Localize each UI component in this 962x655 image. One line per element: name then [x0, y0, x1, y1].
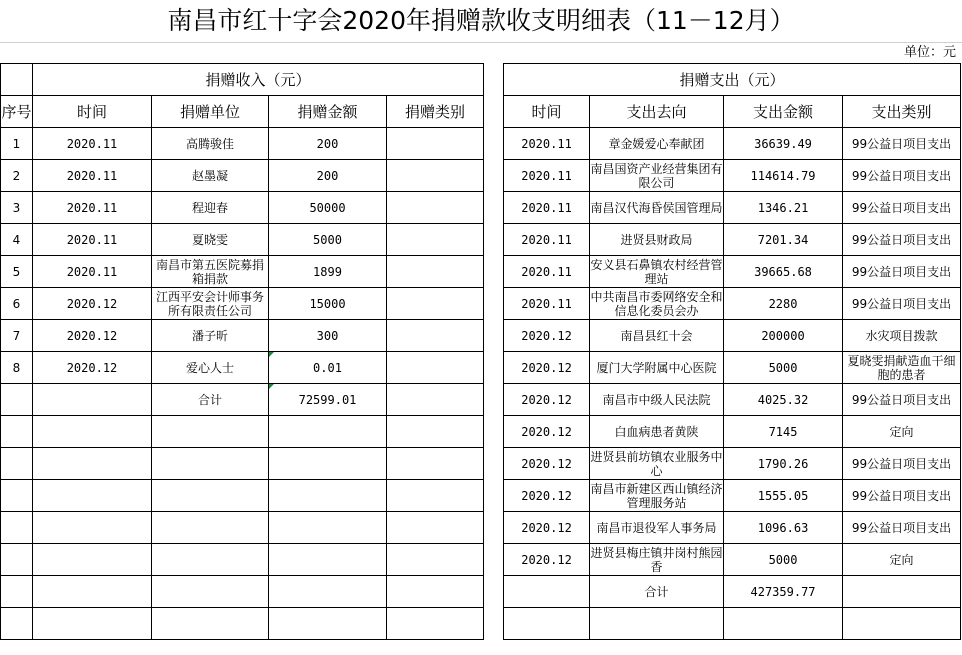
- expense-category-cell: 99公益日项目支出: [843, 288, 961, 320]
- income-total-label: 合计: [152, 384, 269, 416]
- expense-dest-cell: 南昌国资产业经营集团有限公司: [590, 161, 723, 190]
- seq-cell: [1, 448, 33, 480]
- gap-cell: [484, 576, 504, 608]
- gap-cell: [484, 96, 504, 128]
- expense-amount-cell: 4025.32: [724, 384, 843, 416]
- expense-dest-cell: 进贤县前坊镇农业服务中心: [590, 449, 723, 478]
- expense-category-cell: 99公益日项目支出: [843, 448, 961, 480]
- expense-amount-cell: 114614.79: [724, 160, 843, 192]
- expense-amount-cell: 5000: [724, 544, 843, 576]
- expense-dest-cell: 中共南昌市委网络安全和信息化委员会办: [590, 289, 723, 318]
- seq-cell: [1, 416, 33, 448]
- income-category-cell: [387, 448, 484, 480]
- expense-dest-cell: 厦门大学附属中心医院: [590, 352, 724, 384]
- income-category-cell: [387, 416, 484, 448]
- expense-category-cell: [843, 576, 961, 608]
- expense-dest-cell: 南昌县红十会: [590, 320, 724, 352]
- expense-time-cell: 2020.11: [504, 288, 590, 320]
- seq-cell: 3: [1, 192, 33, 224]
- expense-dest-cell: [590, 608, 724, 640]
- gap-cell: [484, 384, 504, 416]
- income-amount-cell: 0.01: [269, 352, 387, 384]
- income-donor-cell: [152, 480, 269, 512]
- income-amount-cell: [269, 544, 387, 576]
- income-donor-cell: [152, 448, 269, 480]
- income-category-cell: [387, 256, 484, 288]
- income-amount-cell: [269, 416, 387, 448]
- income-category-cell: [387, 544, 484, 576]
- income-donor-cell: 高腾骏佳: [152, 128, 269, 160]
- table-row: [1, 320, 961, 352]
- expense-category-cell: 99公益日项目支出: [843, 224, 961, 256]
- income-section-title: 捐赠收入（元）: [33, 64, 484, 96]
- column-header-row: [1, 96, 961, 128]
- table-row: [1, 288, 961, 320]
- expense-dest-cell: 南昌市新建区西山镇经济管理服务站: [590, 481, 723, 510]
- expense-amount-cell: 1790.26: [724, 448, 843, 480]
- income-amount-cell: 1899: [269, 256, 387, 288]
- income-donor-cell: 爱心人士: [152, 352, 269, 384]
- unit-label: 单位：元: [903, 45, 956, 60]
- expense-category-cell: 99公益日项目支出: [843, 384, 961, 416]
- seq-cell: [1, 512, 33, 544]
- page-title: 南昌市红十字会2020年捐赠款收支明细表（11－12月）: [167, 6, 795, 35]
- gap-cell: [484, 224, 504, 256]
- seq-cell: [1, 608, 33, 640]
- expense-time-cell: 2020.11: [504, 256, 590, 288]
- income-category-cell: [387, 320, 484, 352]
- gap-cell: [484, 608, 504, 640]
- income-time-cell: 2020.11: [33, 128, 152, 160]
- seq-cell: 7: [1, 320, 33, 352]
- income-category-cell: [387, 576, 484, 608]
- table-row: [1, 224, 961, 256]
- seq-cell: 2: [1, 160, 33, 192]
- expense-time-cell: 2020.11: [504, 160, 590, 192]
- expense-dest-cell: 南昌汉代海昏侯国管理局: [590, 192, 724, 224]
- seq-cell: 8: [1, 352, 33, 384]
- income-time-cell: [33, 608, 152, 640]
- expense-category-cell: 99公益日项目支出: [843, 160, 961, 192]
- expense-category-cell: 99公益日项目支出: [843, 512, 961, 544]
- section-header-row: [1, 64, 961, 96]
- table-row: [1, 128, 961, 160]
- expense-time-cell: 2020.12: [504, 448, 590, 480]
- income-time-cell: 2020.12: [33, 288, 152, 320]
- table-row: [1, 384, 961, 416]
- income-time-cell: 2020.11: [33, 192, 152, 224]
- income-time-cell: [33, 416, 152, 448]
- expense-header-amount: 支出金额: [724, 96, 843, 128]
- expense-amount-cell: 7201.34: [724, 224, 843, 256]
- title-divider: [0, 42, 962, 43]
- income-donor-cell: 潘子昕: [152, 320, 269, 352]
- expense-dest-cell: 进贤县梅庄镇井岗村熊园香: [590, 545, 723, 574]
- gap-cell: [484, 288, 504, 320]
- income-amount-cell: [269, 512, 387, 544]
- income-donor-cell: 程迎春: [152, 192, 269, 224]
- gap-cell: [484, 192, 504, 224]
- income-category-cell: [387, 352, 484, 384]
- expense-header-dest: 支出去向: [590, 96, 724, 128]
- expense-dest-cell: 白血病患者黄陕: [590, 416, 724, 448]
- income-category-cell: [387, 128, 484, 160]
- expense-amount-cell: 7145: [724, 416, 843, 448]
- seq-cell: 4: [1, 224, 33, 256]
- income-donor-cell: [152, 608, 269, 640]
- ledger-table: [0, 63, 961, 640]
- gap-cell: [484, 320, 504, 352]
- income-category-cell: [387, 288, 484, 320]
- expense-amount-cell: 5000: [724, 352, 843, 384]
- expense-time-cell: 2020.12: [504, 352, 590, 384]
- expense-dest-cell: 安义县石鼻镇农村经营管理站: [590, 257, 723, 286]
- table-row: [1, 160, 961, 192]
- expense-time-cell: [504, 576, 590, 608]
- income-donor-cell: 夏晓雯: [152, 224, 269, 256]
- expense-time-cell: 2020.11: [504, 224, 590, 256]
- income-category-cell: [387, 224, 484, 256]
- income-time-cell: [33, 544, 152, 576]
- income-header-amount: 捐赠金额: [269, 96, 387, 128]
- expense-amount-cell: 200000: [724, 320, 843, 352]
- income-category-cell: [387, 384, 484, 416]
- gap-cell: [484, 352, 504, 384]
- expense-category-cell: 夏晓雯捐献造血干细胞的患者: [843, 352, 961, 384]
- income-time-cell: 2020.11: [33, 224, 152, 256]
- income-time-cell: 2020.12: [33, 352, 152, 384]
- expense-dest-cell: 南昌市退役军人事务局: [590, 512, 724, 544]
- expense-dest-cell: 南昌市中级人民法院: [590, 384, 724, 416]
- table-row: [1, 576, 961, 608]
- seq-cell: 5: [1, 256, 33, 288]
- table-row: [1, 192, 961, 224]
- table-row: [1, 512, 961, 544]
- income-donor-cell: [152, 576, 269, 608]
- income-time-cell: [33, 448, 152, 480]
- expense-time-cell: 2020.12: [504, 320, 590, 352]
- expense-time-cell: [504, 608, 590, 640]
- gap-cell: [484, 480, 504, 512]
- seq-header: 序号: [1, 96, 33, 128]
- expense-time-cell: 2020.12: [504, 480, 590, 512]
- income-amount-cell: [269, 608, 387, 640]
- expense-section-title: 捐赠支出（元）: [504, 64, 961, 96]
- income-time-cell: [33, 480, 152, 512]
- seq-blank-cell: [1, 64, 33, 96]
- expense-time-cell: 2020.11: [504, 192, 590, 224]
- income-donor-cell: 江西平安会计师事务所有限责任公司: [152, 288, 269, 320]
- expense-category-cell: 99公益日项目支出: [843, 480, 961, 512]
- expense-header-time: 时间: [504, 96, 590, 128]
- gap-cell: [484, 416, 504, 448]
- seq-cell: 1: [1, 128, 33, 160]
- expense-category-cell: 99公益日项目支出: [843, 256, 961, 288]
- table-row: [1, 416, 961, 448]
- income-total-amount: 72599.01: [269, 384, 387, 416]
- income-header-time: 时间: [33, 96, 152, 128]
- table-row: [1, 352, 961, 384]
- expense-dest-cell: 章金媛爱心奉献团: [590, 128, 724, 160]
- income-category-cell: [387, 160, 484, 192]
- income-header-category: 捐赠类别: [387, 96, 484, 128]
- expense-time-cell: 2020.11: [504, 128, 590, 160]
- expense-amount-cell: 1346.21: [724, 192, 843, 224]
- expense-total-label: 合计: [590, 576, 724, 608]
- seq-cell: [1, 480, 33, 512]
- expense-time-cell: 2020.12: [504, 384, 590, 416]
- expense-category-cell: 定向: [843, 416, 961, 448]
- income-amount-cell: 50000: [269, 192, 387, 224]
- gap-cell: [484, 544, 504, 576]
- expense-time-cell: 2020.12: [504, 512, 590, 544]
- income-time-cell: 2020.11: [33, 160, 152, 192]
- income-category-cell: [387, 192, 484, 224]
- expense-amount-cell: [724, 608, 843, 640]
- income-donor-cell: [152, 544, 269, 576]
- gap-cell: [484, 128, 504, 160]
- gap-cell: [484, 64, 504, 96]
- expense-category-cell: [843, 608, 961, 640]
- expense-amount-cell: 1555.05: [724, 480, 843, 512]
- expense-amount-cell: 39665.68: [724, 256, 843, 288]
- income-donor-cell: [152, 416, 269, 448]
- income-donor-cell: [152, 512, 269, 544]
- expense-amount-cell: 1096.63: [724, 512, 843, 544]
- income-header-donor: 捐赠单位: [152, 96, 269, 128]
- gap-cell: [484, 512, 504, 544]
- income-time-cell: [33, 384, 152, 416]
- expense-total-amount: 427359.77: [724, 576, 843, 608]
- seq-cell: [1, 576, 33, 608]
- expense-dest-cell: 进贤县财政局: [590, 224, 724, 256]
- income-time-cell: [33, 512, 152, 544]
- expense-category-cell: 99公益日项目支出: [843, 128, 961, 160]
- seq-cell: [1, 384, 33, 416]
- income-time-cell: 2020.11: [33, 256, 152, 288]
- income-amount-cell: 200: [269, 128, 387, 160]
- income-amount-cell: 300: [269, 320, 387, 352]
- table-row: [1, 256, 961, 288]
- gap-cell: [484, 256, 504, 288]
- seq-cell: 6: [1, 288, 33, 320]
- expense-category-cell: 水灾项目拨款: [843, 320, 961, 352]
- income-time-cell: 2020.12: [33, 320, 152, 352]
- expense-amount-cell: 2280: [724, 288, 843, 320]
- income-amount-cell: 200: [269, 160, 387, 192]
- table-row: [1, 480, 961, 512]
- income-amount-cell: 15000: [269, 288, 387, 320]
- income-time-cell: [33, 576, 152, 608]
- income-donor-cell: 赵墨凝: [152, 160, 269, 192]
- gap-cell: [484, 448, 504, 480]
- expense-category-cell: 定向: [843, 544, 961, 576]
- income-donor-cell: 南昌市第五医院募捐箱捐款: [152, 256, 269, 288]
- table-row: [1, 544, 961, 576]
- income-amount-cell: [269, 448, 387, 480]
- income-category-cell: [387, 608, 484, 640]
- expense-time-cell: 2020.12: [504, 544, 590, 576]
- income-amount-cell: [269, 576, 387, 608]
- expense-category-cell: 99公益日项目支出: [843, 192, 961, 224]
- seq-cell: [1, 544, 33, 576]
- income-category-cell: [387, 480, 484, 512]
- table-row: [1, 448, 961, 480]
- income-amount-cell: [269, 480, 387, 512]
- expense-amount-cell: 36639.49: [724, 128, 843, 160]
- gap-cell: [484, 160, 504, 192]
- table-row: [1, 608, 961, 640]
- expense-header-category: 支出类别: [843, 96, 961, 128]
- income-category-cell: [387, 512, 484, 544]
- expense-time-cell: 2020.12: [504, 416, 590, 448]
- income-amount-cell: 5000: [269, 224, 387, 256]
